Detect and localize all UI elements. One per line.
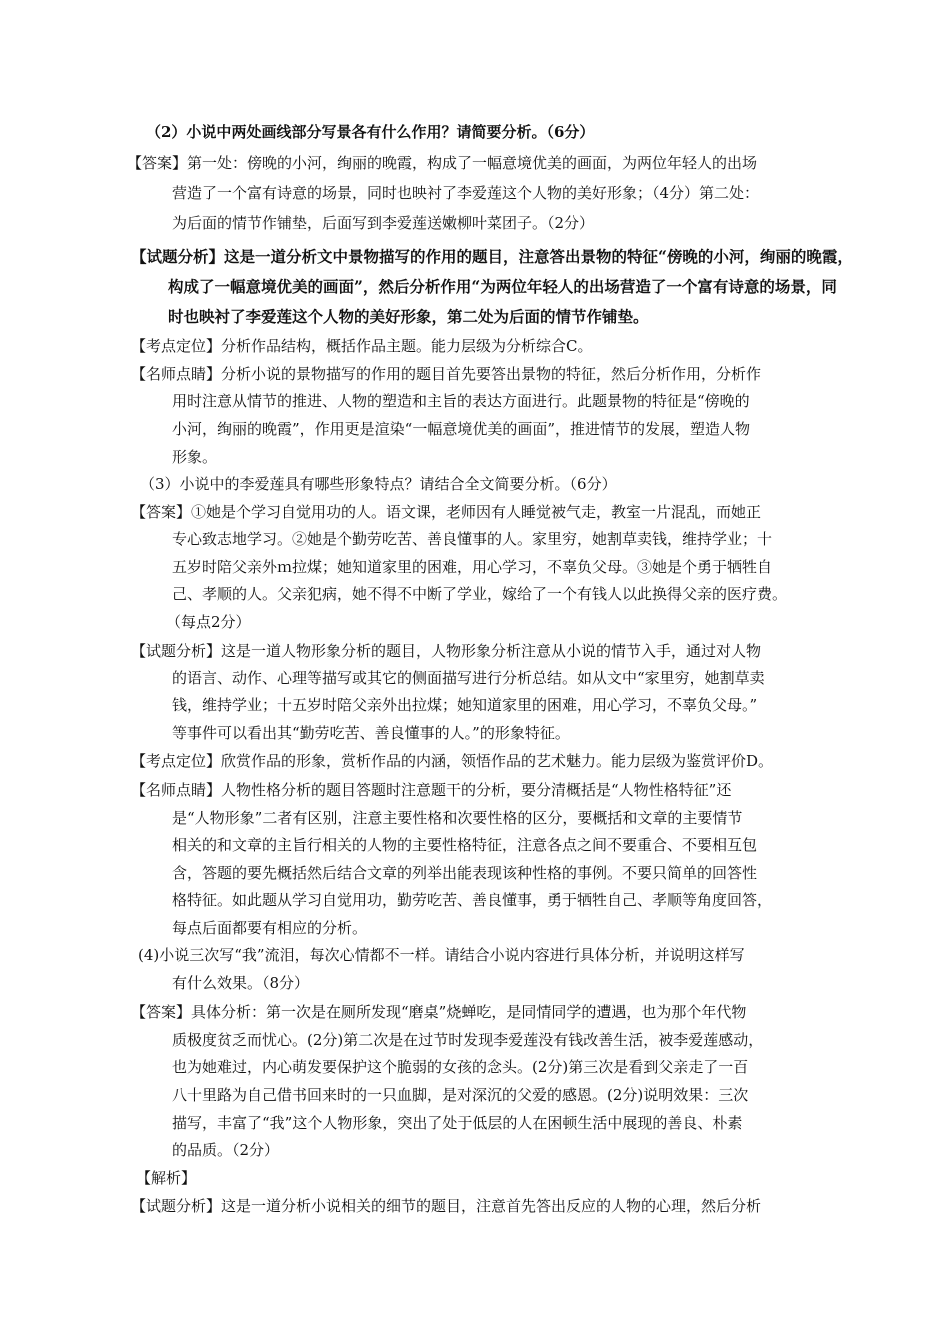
q3-tips-line-4: 含，答题的要先概括然后结合文章的列举出能表现该种性格的事例。不要只简单的回答性 <box>172 864 758 882</box>
q3-tips-line-3: 相关的和文章的主旨行相关的人物的主要性格特征，注意各点之间不要重合、不要相互包 <box>172 836 758 854</box>
q3-answer-line-1: 【答案】①她是个学习自觉用功的人。语文课，老师因有人睡觉被气走，教室一片混乱，而她正 <box>131 503 762 521</box>
q3-point: 【考点定位】欣赏作品的形象，赏析作品的内涵，领悟作品的艺术魅力。能力层级为鉴赏评价D。 <box>131 752 774 770</box>
q2-analysis-line-2: 构成了一幅意境优美的画面”，然后分析作用“为两位年轻人的出场营造了一个富有诗意的场景，同 <box>168 277 837 296</box>
q2-tips-line-4: 形象。 <box>172 448 218 466</box>
q2-answer-line-3: 为后面的情节作铺垫，后面写到李爱莲送嫩柳叶菜团子。（2分） <box>172 214 595 232</box>
q2-answer-line-1: 【答案】第一处：傍晚的小河，绚丽的晚霞，构成了一幅意境优美的画面，为两位年轻人的出场 <box>127 154 758 172</box>
q3-answer-line-2: 专心致志地学习。②她是个勤劳吃苦、善良懂事的人。家里穷，她割草卖钱，维持学业；十 <box>172 530 773 548</box>
q3-tips-line-2: 是“人物形象”二者有区别，注意主要性格和次要性格的区分，要概括和文章的主要情节 <box>172 809 743 827</box>
q2-point: 【考点定位】分析作品结构，概括作品主题。能力层级为分析综合C。 <box>131 337 593 355</box>
q2-analysis-line-3: 时也映衬了李爱莲这个人物的美好形象，第二处为后面的情节作铺垫。 <box>168 307 649 326</box>
q3-question: （3）小说中的李爱莲具有哪些形象特点？请结合全文简要分析。（6分） <box>140 475 617 493</box>
q3-tips-line-5: 格特征。如此题从学习自觉用功，勤劳吃苦、善良懂事，勇于牺牲自己、孝顺等角度回答， <box>172 891 773 909</box>
q2-tips-line-3: 小河，绚丽的晚霞”，作用更是渲染“一幅意境优美的画面”，推进情节的发展，塑造人物 <box>172 420 751 438</box>
q4-answer-line-4: 八十里路为自己借书回来时的一只血脚，是对深沉的父爱的感恩。(2分)说明效果：三次 <box>172 1086 749 1104</box>
q4-analysis-line-1: 【试题分析】这是一道分析小说相关的细节的题目，注意首先答出反应的人物的心理，然后分析 <box>131 1197 762 1215</box>
q3-analysis-line-2: 的语言、动作、心理等描写或其它的侧面描写进行分析总结。如从文中“家里穷，她割草卖 <box>172 669 765 687</box>
q4-answer-line-1: 【答案】具体分析：第一次是在厕所发现“磨桌”烧蝉吃，是同情同学的遭遇，也为那个年代物 <box>131 1003 747 1021</box>
q3-answer-line-3: 五岁时陪父亲外ｍ拉煤；她知道家里的困难，用心学习，不辜负父母。③她是个勇于牺牲自 <box>172 558 773 576</box>
q3-tips-line-6: 每点后面都要有相应的分析。 <box>172 919 368 937</box>
q4-jiexi-label: 【解析】 <box>136 1169 197 1187</box>
q4-answer-line-5: 描写，丰富了“我”这个人物形象，突出了处于低层的人在困顿生活中展现的善良、朴素 <box>172 1114 743 1132</box>
q3-analysis-line-3: 钱，维持学业；十五岁时陪父亲外出拉煤；她知道家里的困难，用心学习，不辜负父母。” <box>172 696 758 714</box>
q4-answer-line-6: 的品质。（2分） <box>172 1141 280 1159</box>
q2-tips-line-1: 【名师点睛】分析小说的景物描写的作用的题目首先要答出景物的特征，然后分析作用，分析作 <box>131 365 762 383</box>
q3-answer-line-5: （每点2分） <box>166 613 251 631</box>
q4-question-line-2: 有什么效果。（8分） <box>172 974 310 992</box>
q4-answer-line-3: 也为她难过，内心萌发要保护这个脆弱的女孩的念头。(2分)第三次是看到父亲走了一百 <box>172 1058 749 1076</box>
q2-analysis-line-1: 【试题分析】这是一道分析文中景物描写的作用的题目，注意答出景物的特征“傍晚的小河，绚丽的晚霞， <box>131 247 853 266</box>
q4-question-line-1: (4)小说三次写“我”流泪，每次心情都不一样。请结合小说内容进行具体分析，并说明这样写 <box>138 946 745 964</box>
q3-analysis-line-1: 【试题分析】这是一道人物形象分析的题目，人物形象分析注意从小说的情节入手，通过对人物 <box>131 642 762 660</box>
q3-answer-line-4: 己、孝顺的人。父亲犯病，她不得不中断了学业，嫁给了一个有钱人以此换得父亲的医疗费。 <box>172 585 788 603</box>
q2-question: （2）小说中两处画线部分写景各有什么作用？请简要分析。（6分） <box>146 123 595 141</box>
q4-answer-line-2: 质极度贫乏而忧心。(2分)第二次是在过节时发现李爱莲没有钱改善生活，被李爱莲感动， <box>172 1031 764 1049</box>
q2-tips-line-2: 用时注意从情节的推进、人物的塑造和主旨的表达方面进行。此题景物的特征是“傍晚的 <box>172 392 750 410</box>
q3-analysis-line-4: 等事件可以看出其“勤劳吃苦、善良懂事的人。”的形象特征。 <box>172 724 570 742</box>
q2-answer-line-2: 营造了一个富有诗意的场景，同时也映衬了李爱莲这个人物的美好形象；（4分）第二处： <box>172 184 760 202</box>
q3-tips-line-1: 【名师点睛】人物性格分析的题目答题时注意题干的分析，要分清概括是“人物性格特征”还 <box>131 781 732 799</box>
